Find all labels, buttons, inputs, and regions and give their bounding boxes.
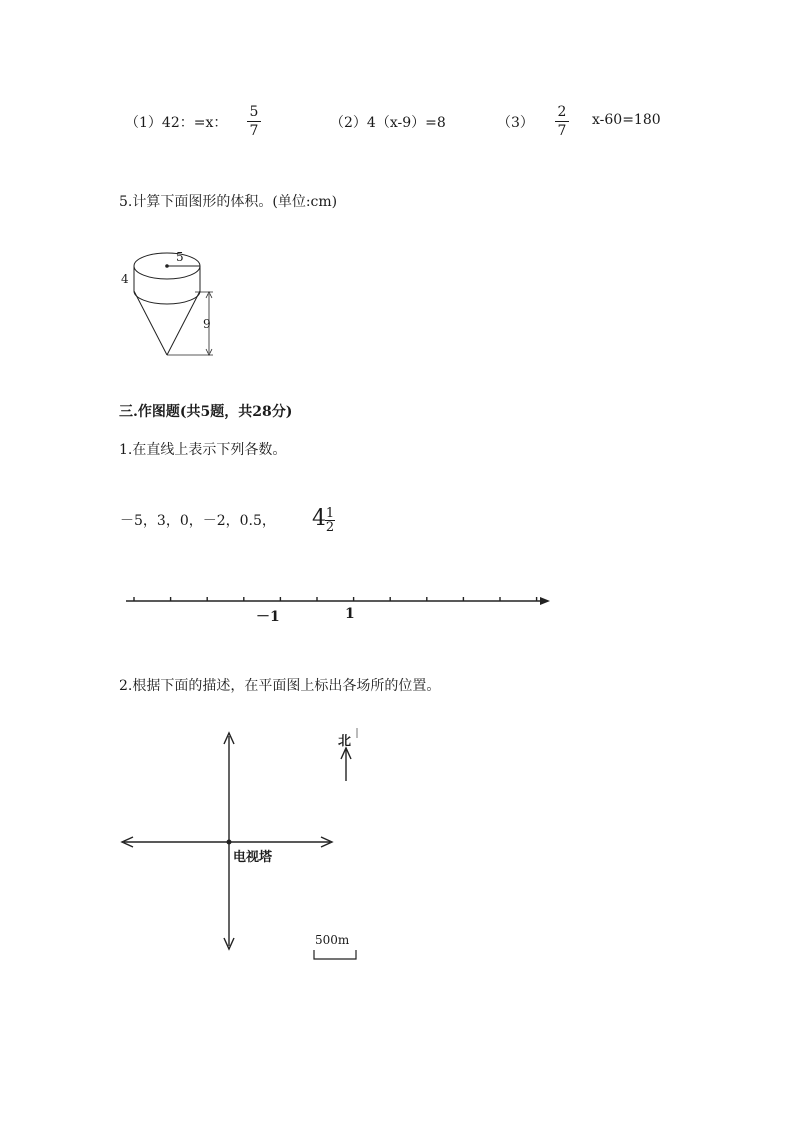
tv-tower-label: 电视塔 — [233, 850, 273, 865]
fraction-numerator: 5 — [249, 104, 259, 120]
cylinder-height-label: 4 — [121, 272, 129, 286]
equation-2: （2）4（x-9）=8 — [330, 115, 446, 131]
cylinder-cone-figure — [115, 236, 235, 366]
tick-label-neg1: －1 — [256, 609, 280, 625]
mixed-numerator: 1 — [325, 506, 335, 521]
equation-1-label: （1）42：=x： — [125, 115, 228, 131]
equation-3-tail: x-60=180 — [592, 112, 661, 128]
number-line — [120, 590, 560, 610]
question-1-title: 1.在直线上表示下列各数。 — [119, 442, 287, 458]
question-5-title: 5.计算下面图形的体积。(单位:cm) — [119, 194, 338, 210]
tower-point — [227, 840, 232, 845]
mixed-denominator: 2 — [325, 520, 335, 535]
mixed-whole: 4 — [312, 506, 326, 531]
scale-bar — [314, 950, 356, 959]
scale-label: 500m — [315, 933, 350, 947]
radius-label: 5 — [176, 250, 184, 264]
number-line-arrowhead — [540, 597, 550, 605]
fraction-bar — [247, 121, 261, 122]
cone-height-label: 9 — [203, 317, 211, 331]
fraction-denominator: 7 — [557, 123, 567, 139]
fraction-numerator: 2 — [557, 104, 567, 120]
fraction-bar — [555, 121, 569, 122]
north-label: 北 — [338, 734, 352, 749]
cone-right-edge — [167, 291, 200, 355]
fraction-denominator: 7 — [249, 123, 259, 139]
mixed-number — [312, 504, 340, 538]
equation-3-label: （3） — [497, 115, 534, 131]
section-heading: 三.作图题(共5题，共28分) — [119, 404, 293, 420]
numbers-list: －5，3，0，－2，0.5， — [120, 513, 276, 529]
tick-label-1: 1 — [345, 606, 355, 622]
cylinder-bottom-ellipse — [134, 291, 200, 304]
equation-1-fraction — [247, 104, 261, 139]
equation-3-fraction — [555, 104, 569, 139]
cone-left-edge — [134, 291, 167, 355]
question-2-title: 2.根据下面的描述，在平面图上标出各场所的位置。 — [119, 678, 441, 694]
